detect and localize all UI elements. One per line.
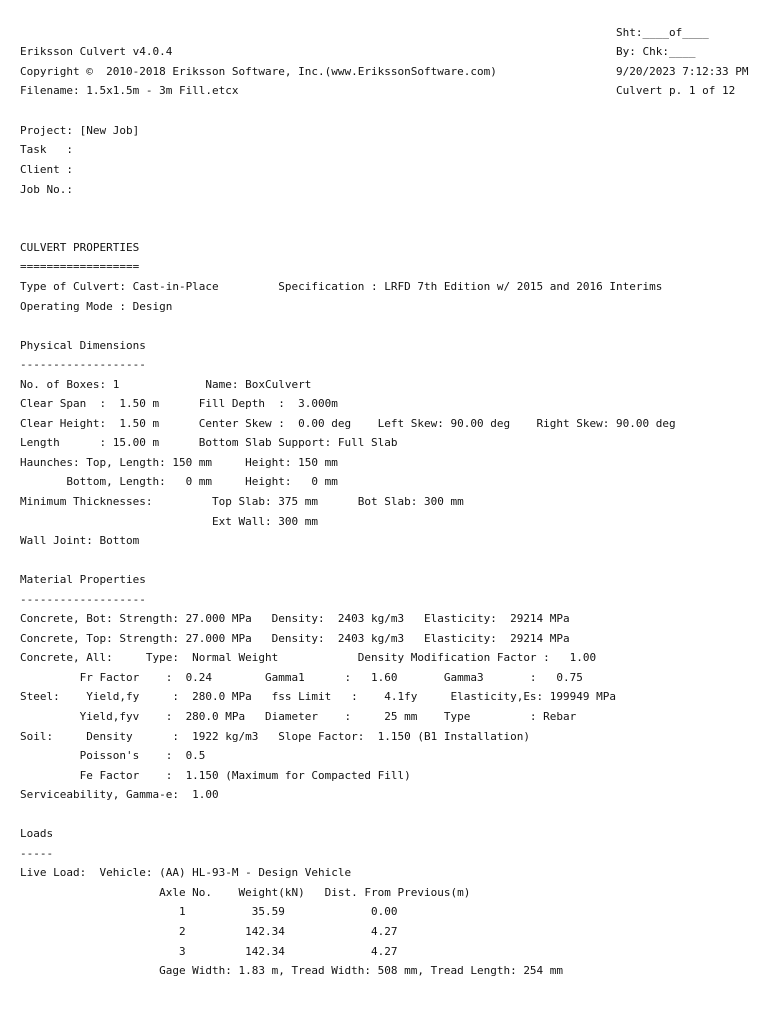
- dimension-line: Ext Wall: 300 mm: [20, 515, 319, 528]
- loads-underline: -----: [20, 847, 54, 860]
- page-number: Culvert p. 1 of 12: [616, 84, 736, 97]
- material-line: Steel: Yield,fy : 280.0 MPa fss Limit : 4.1fy Elasticity,Es: 199949 MPa: [20, 690, 617, 703]
- filename-line: Filename: 1.5x1.5m - 3m Fill.etcx: [20, 84, 239, 97]
- wall-joint-line: Wall Joint: Bottom: [20, 534, 140, 547]
- sheet-line: Sht:____of____: [616, 26, 709, 39]
- task-line: Task :: [20, 143, 73, 156]
- material-properties-heading: Material Properties: [20, 573, 146, 586]
- material-line: Concrete, Top: Strength: 27.000 MPa Density: 2403 kg/m3 Elasticity: 29214 MPa: [20, 632, 570, 645]
- dimension-line: Bottom, Length: 0 mm Height: 0 mm: [20, 475, 338, 488]
- axle-table-header: Axle No. Weight(kN) Dist. From Previous(m): [20, 886, 471, 899]
- dimension-line: Length : 15.00 m Bottom Slab Support: Full Slab: [20, 436, 398, 449]
- project-line: Project: [New Job]: [20, 124, 140, 137]
- material-line: Fr Factor : 0.24 Gamma1 : 1.60 Gamma3 : 0.75: [20, 671, 583, 684]
- axle-table-row: 3 142.34 4.27: [20, 945, 398, 958]
- material-line: Concrete, All: Type: Normal Weight Density Modification Factor : 1.00: [20, 651, 597, 664]
- material-line: Serviceability, Gamma-e: 1.00: [20, 788, 219, 801]
- client-line: Client :: [20, 163, 73, 176]
- material-properties-underline: -------------------: [20, 593, 146, 606]
- date-time: 9/20/2023 7:12:33 PM: [616, 65, 749, 78]
- by-check-line: By: Chk:____: [616, 45, 696, 58]
- material-line: Concrete, Bot: Strength: 27.000 MPa Density: 2403 kg/m3 Elasticity: 29214 MPa: [20, 612, 570, 625]
- axle-table-row: 2 142.34 4.27: [20, 925, 398, 938]
- culvert-type-line: Type of Culvert: Cast-in-Place Specification : LRFD 7th Edition w/ 2015 and 2016 Interims: [20, 280, 663, 293]
- culvert-properties-underline: ==================: [20, 260, 140, 273]
- physical-dimensions-heading: Physical Dimensions: [20, 339, 146, 352]
- material-line: Soil: Density : 1922 kg/m3 Slope Factor: 1.150 (B1 Installation): [20, 730, 530, 743]
- material-line: Fe Factor : 1.150 (Maximum for Compacted Fill): [20, 769, 411, 782]
- dimension-line: Clear Height: 1.50 m Center Skew : 0.00 deg Left Skew: 90.00 deg Right Skew: 90.00 deg: [20, 417, 676, 430]
- physical-dimensions-underline: -------------------: [20, 358, 146, 371]
- axle-table-row: 1 35.59 0.00: [20, 905, 398, 918]
- dimension-line: Clear Span : 1.50 m Fill Depth : 3.000m: [20, 397, 338, 410]
- dimension-line: Haunches: Top, Length: 150 mm Height: 150 mm: [20, 456, 338, 469]
- material-line: Yield,fyv : 280.0 MPa Diameter : 25 mm Type : Rebar: [20, 710, 577, 723]
- culvert-properties-heading: CULVERT PROPERTIES: [20, 241, 140, 254]
- material-line: Poisson's : 0.5: [20, 749, 206, 762]
- job-number-line: Job No.:: [20, 183, 73, 196]
- loads-heading: Loads: [20, 827, 54, 840]
- operating-mode-line: Operating Mode : Design: [20, 300, 173, 313]
- gage-width-line: Gage Width: 1.83 m, Tread Width: 508 mm, Tread Length: 254 mm: [20, 964, 564, 977]
- dimension-line: Minimum Thicknesses: Top Slab: 375 mm Bot Slab: 300 mm: [20, 495, 464, 508]
- software-name: Eriksson Culvert v4.0.4: [20, 45, 173, 58]
- copyright-line: Copyright © 2010-2018 Eriksson Software, Inc.(www.ErikssonSoftware.com): [20, 65, 497, 78]
- live-load-line: Live Load: Vehicle: (AA) HL-93-M - Design Vehicle: [20, 866, 352, 879]
- dimension-line: No. of Boxes: 1 Name: BoxCulvert: [20, 378, 312, 391]
